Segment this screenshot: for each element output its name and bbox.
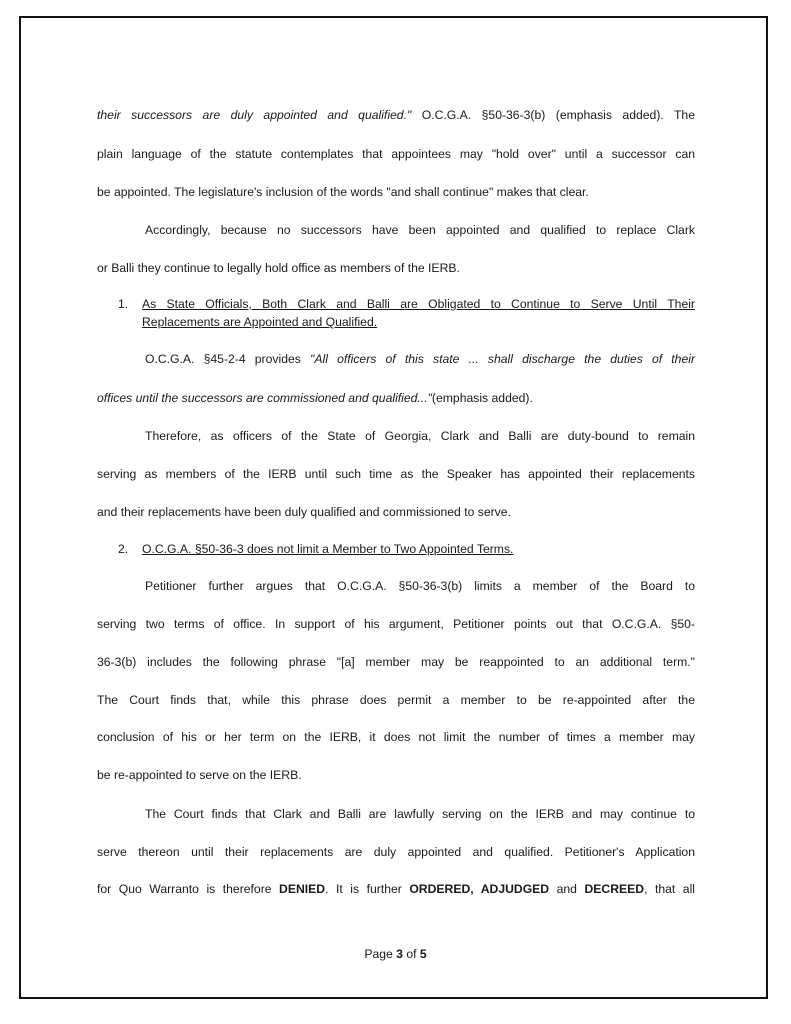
paragraph-line (97, 654, 695, 670)
text-run: or Balli they continue to legally hold office as members of the IERB. (97, 261, 460, 275)
text-run: 36-3(b) includes the following phrase "[a] member may be reappointed to an additional term." (97, 655, 695, 669)
text-run: O.C.G.A. §50-36-3(b) (emphasis added). The (411, 108, 695, 122)
paragraph-line (145, 428, 695, 444)
text-run: The Court finds that Clark and Balli are lawfully serving on the IERB and may continue to (145, 807, 695, 821)
italic-text: their successors are duly appointed and qualified." (97, 108, 412, 122)
text-run: and their replacements have been duly qualified and commissioned to serve. (97, 505, 511, 519)
page-footer (0, 946, 791, 962)
current-page-number: 3 (396, 947, 403, 961)
paragraph-line (97, 692, 695, 708)
paragraph-line (97, 146, 695, 162)
paragraph-line (97, 466, 695, 482)
paragraph-line (97, 729, 695, 745)
italic-text: "All officers of this state ... shall discharge the duties of their (310, 352, 696, 366)
page-label: Page (364, 947, 397, 961)
text-run: O.C.G.A. §45-2-4 provides (145, 352, 311, 366)
text-run: Accordingly, because no successors have been appointed and qualified to replace Clark (145, 223, 695, 237)
section-heading: As State Officials, Both Clark and Balli are Obligated to Continue to Serve Until Their (142, 297, 695, 311)
text-run: The Court finds that, while this phrase does permit a member to be re-appointed after the (97, 693, 695, 707)
text-run: Therefore, as officers of the State of Georgia, Clark and Balli are duty-bound to remain (145, 429, 695, 443)
paragraph-line (97, 107, 695, 123)
text-run: (emphasis added). (431, 391, 533, 405)
paragraph-line (97, 844, 695, 860)
text-run: and (549, 882, 585, 896)
section-heading: O.C.G.A. §50-36-3 does not limit a Member to Two Appointed Terms. (142, 542, 514, 556)
paragraph-line (145, 351, 695, 367)
paragraph-line (97, 767, 695, 783)
text-run: be re-appointed to serve on the IERB. (97, 768, 302, 782)
text-run: serve thereon until their replacements are duly appointed and qualified. Petitioner's Application (97, 845, 695, 859)
heading-number: 1. (118, 297, 129, 311)
paragraph-line (145, 578, 695, 594)
text-run: plain language of the statute contemplates that appointees may "hold over" until a successor can (97, 147, 695, 161)
paragraph-line (145, 222, 695, 238)
paragraph-line (97, 184, 695, 200)
page-of-label: of (402, 947, 420, 961)
italic-text: offices until the successors are commissioned and qualified..." (97, 391, 432, 405)
paragraph-line (97, 616, 695, 632)
bold-text: DECREED (584, 882, 645, 896)
paragraph-line (97, 504, 695, 520)
total-pages-number: 5 (419, 947, 427, 961)
paragraph-line (97, 390, 695, 406)
text-run: conclusion of his or her term on the IERB, it does not limit the number of times a member may (97, 730, 695, 744)
text-run: serving as members of the IERB until such time as the Speaker has appointed their replacements (97, 467, 695, 481)
heading-number: 2. (118, 542, 129, 556)
text-run: for Quo Warranto is therefore (97, 882, 280, 896)
bold-text: ORDERED, ADJUDGED (409, 882, 550, 896)
paragraph-line (97, 881, 695, 897)
text-run: . It is further (325, 882, 410, 896)
text-run: serving two terms of office. In support of his argument, Petitioner points out that O.C.G.A. §50- (97, 617, 695, 631)
text-run: Petitioner further argues that O.C.G.A. §50-36-3(b) limits a member of the Board to (145, 579, 695, 593)
bold-text: DENIED (279, 882, 326, 896)
paragraph-line (97, 260, 695, 276)
text-run: , that all (644, 882, 695, 896)
section-heading-continued: Replacements are Appointed and Qualified. (142, 315, 378, 329)
paragraph-line (145, 806, 695, 822)
text-run: be appointed. The legislature's inclusion of the words "and shall continue" makes that clear. (97, 185, 589, 199)
